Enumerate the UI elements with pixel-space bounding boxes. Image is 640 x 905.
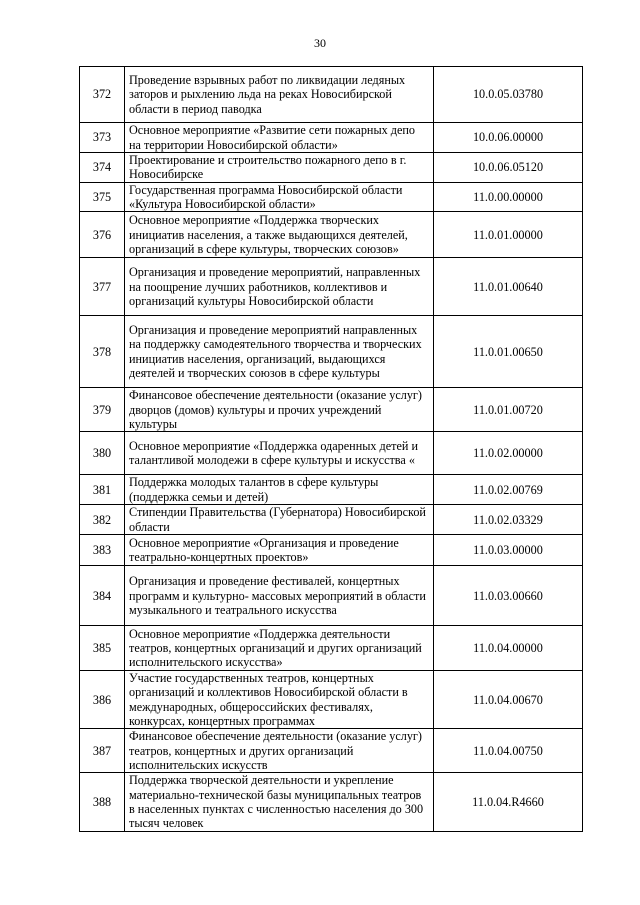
table-row xyxy=(80,153,583,183)
table-row xyxy=(80,729,583,773)
row-number: 372 xyxy=(80,67,125,123)
row-name: Основное мероприятие «Поддержка творческих инициатив населения, а также выдающихся деятелей, организаций в сфере культуры, творческих союзов» xyxy=(125,212,434,258)
row-code: 10.0.06.00000 xyxy=(434,123,583,153)
table-row xyxy=(80,258,583,316)
row-number: 386 xyxy=(80,671,125,729)
table-row xyxy=(80,535,583,566)
row-name: Организация и проведение мероприятий, направленных на поощрение лучших работников, коллективов и организаций культуры Новосибирской области xyxy=(125,258,434,316)
row-code: 11.0.04.00000 xyxy=(434,626,583,671)
row-code: 11.0.02.00769 xyxy=(434,475,583,505)
row-name: Основное мероприятие «Развитие сети пожарных депо на территории Новосибирской области» xyxy=(125,123,434,153)
row-number: 381 xyxy=(80,475,125,505)
row-name: Финансовое обеспечение деятельности (оказание услуг) дворцов (домов) культуры и прочих учреждений культуры xyxy=(125,388,434,432)
row-number: 377 xyxy=(80,258,125,316)
row-number: 379 xyxy=(80,388,125,432)
row-code: 11.0.00.00000 xyxy=(434,182,583,212)
row-name: Поддержка творческой деятельности и укрепление материально-технической базы муниципальных театров в населенных пунктах с численностью населения до 300 тысяч человек xyxy=(125,773,434,831)
row-code: 11.0.01.00000 xyxy=(434,212,583,258)
table-row xyxy=(80,316,583,388)
row-name: Организация и проведение мероприятий направленных на поддержку самодеятельного творчества и творческих инициатив населения, организаций, выдающихся деятелей и творческих союзов в сфере культуры xyxy=(125,316,434,388)
registry-table xyxy=(79,66,583,832)
table-row xyxy=(80,432,583,475)
page-number: 30 xyxy=(314,36,326,50)
row-name: Основное мероприятие «Поддержка деятельности театров, концертных организаций и других организаций исполнительского искусства» xyxy=(125,626,434,671)
row-number: 388 xyxy=(80,773,125,831)
row-name: Стипендии Правительства (Губернатора) Новосибирской области xyxy=(125,505,434,535)
table-row xyxy=(80,123,583,153)
row-number: 385 xyxy=(80,626,125,671)
table-row xyxy=(80,773,583,831)
row-number: 378 xyxy=(80,316,125,388)
row-code: 11.0.04.00670 xyxy=(434,671,583,729)
table-row xyxy=(80,671,583,729)
row-name: Государственная программа Новосибирской области «Культура Новосибирской области» xyxy=(125,182,434,212)
row-name: Основное мероприятие «Поддержка одаренных детей и талантливой молодежи в сфере культуры и искусства « xyxy=(125,432,434,475)
row-code: 10.0.05.03780 xyxy=(434,67,583,123)
row-code: 11.0.02.03329 xyxy=(434,505,583,535)
row-code: 11.0.03.00000 xyxy=(434,535,583,566)
row-code: 11.0.04.00750 xyxy=(434,729,583,773)
row-number: 382 xyxy=(80,505,125,535)
row-name: Организация и проведение фестивалей, концертных программ и культурно- массовых мероприятий в области музыкального и театрального искусства xyxy=(125,566,434,626)
table-row xyxy=(80,182,583,212)
row-code: 11.0.01.00640 xyxy=(434,258,583,316)
table-row xyxy=(80,67,583,123)
row-code: 10.0.06.05120 xyxy=(434,153,583,183)
row-code: 11.0.03.00660 xyxy=(434,566,583,626)
table-row xyxy=(80,505,583,535)
table-row xyxy=(80,475,583,505)
row-number: 387 xyxy=(80,729,125,773)
row-name: Основное мероприятие «Организация и проведение театрально-концертных проектов» xyxy=(125,535,434,566)
row-code: 11.0.01.00650 xyxy=(434,316,583,388)
table-row xyxy=(80,212,583,258)
row-number: 383 xyxy=(80,535,125,566)
row-number: 374 xyxy=(80,153,125,183)
row-name: Проектирование и строительство пожарного депо в г. Новосибирске xyxy=(125,153,434,183)
table-row xyxy=(80,566,583,626)
row-number: 376 xyxy=(80,212,125,258)
table-row xyxy=(80,626,583,671)
row-code: 11.0.04.R4660 xyxy=(434,773,583,831)
row-number: 384 xyxy=(80,566,125,626)
row-name: Участие государственных театров, концертных организаций и коллективов Новосибирской области в международных, общероссийских фестивалях, конкурсах, концертных программах xyxy=(125,671,434,729)
row-number: 380 xyxy=(80,432,125,475)
row-name: Поддержка молодых талантов в сфере культуры (поддержка семьи и детей) xyxy=(125,475,434,505)
row-name: Финансовое обеспечение деятельности (оказание услуг) театров, концертных и других организаций исполнительских искусств xyxy=(125,729,434,773)
row-number: 375 xyxy=(80,182,125,212)
registry-table-body xyxy=(80,67,583,832)
row-code: 11.0.01.00720 xyxy=(434,388,583,432)
row-number: 373 xyxy=(80,123,125,153)
row-code: 11.0.02.00000 xyxy=(434,432,583,475)
row-name: Проведение взрывных работ по ликвидации ледяных заторов и рыхлению льда на реках Новосибирской области в период паводка xyxy=(125,67,434,123)
table-row xyxy=(80,388,583,432)
